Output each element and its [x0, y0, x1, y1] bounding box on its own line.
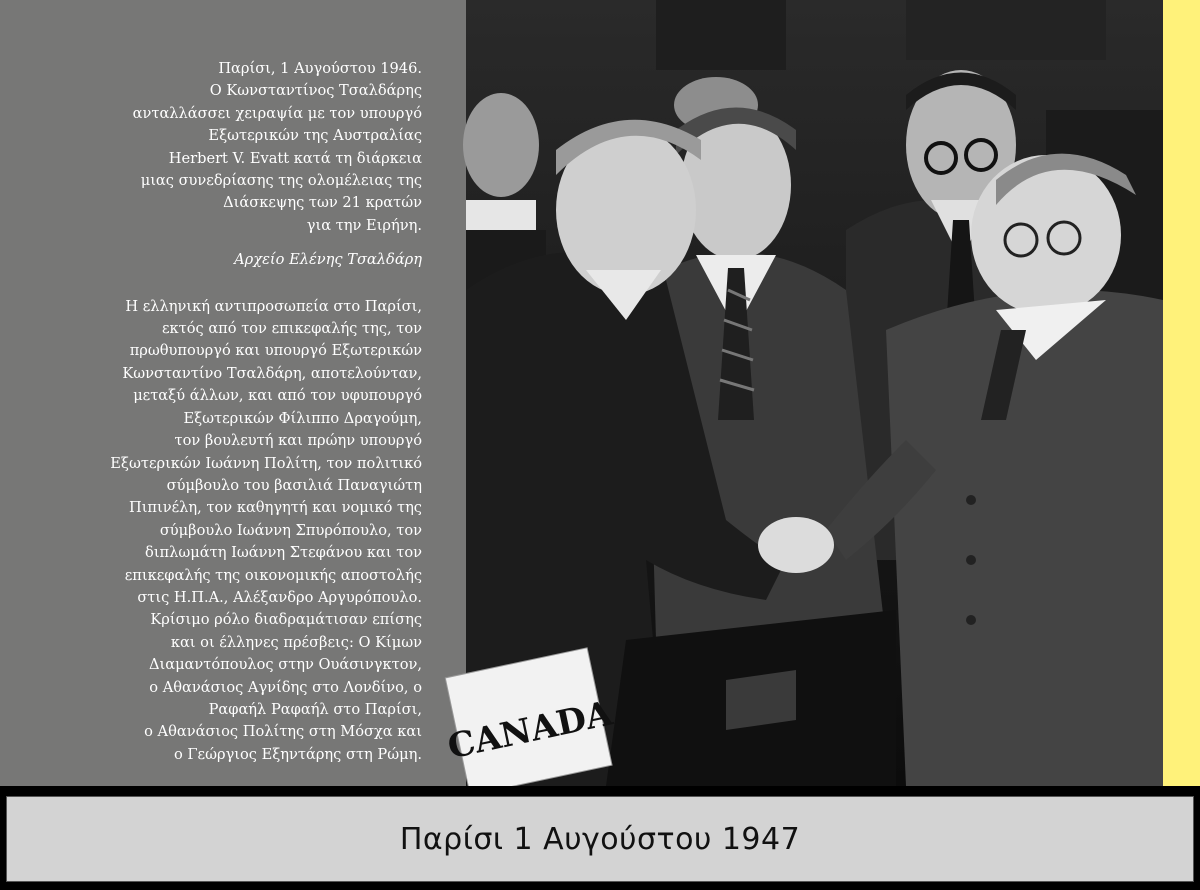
- caption-line: μιας συνεδρίασης της ολομέλειας της: [140, 172, 422, 190]
- body-line: τον βουλευτή και πρώην υπουργό: [174, 432, 422, 450]
- body-line: σύμβουλο του βασιλιά Παναγιώτη: [166, 476, 422, 494]
- body-line: Ραφαήλ Ραφαήλ στο Παρίσι,: [208, 700, 422, 718]
- body-line: και οι έλληνες πρέσβεις: Ο Κίμων: [170, 633, 422, 651]
- body-line: ο Αθανάσιος Αγνίδης στο Λονδίνο, ο: [149, 678, 422, 696]
- photo-credit: Αρχείο Ελένης Τσαλδάρη: [234, 251, 422, 269]
- slide-title: Παρίσι 1 Αυγούστου 1947: [399, 821, 801, 857]
- caption-line: Εξωτερικών της Αυστραλίας: [208, 127, 422, 145]
- caption-line: Herbert V. Evatt κατά τη διάρκεια: [168, 149, 422, 167]
- body-line: διπλωμάτη Ιωάννη Στεφάνου και τον: [145, 544, 422, 562]
- caption-line: ανταλλάσσει χειραψία με τον υπουργό: [132, 104, 422, 122]
- body-line: Κρίσιμο ρόλο διαδραμάτισαν επίσης: [150, 611, 422, 629]
- body-line: μεταξύ άλλων, και από τον υφυπουργό: [133, 387, 422, 405]
- body-line: Κωνσταντίνο Τσαλδάρη, αποτελούνταν,: [122, 364, 422, 382]
- body-line: εκτός από τον επικεφαλής της, τον: [161, 320, 422, 338]
- body-line: Εξωτερικών Ιωάννη Πολίτη, τον πολιτικό: [110, 454, 422, 472]
- historical-photo: [444, 0, 1163, 786]
- accent-strip: [1163, 0, 1200, 786]
- body-line: επικεφαλής της οικονομικής αποστολής: [124, 566, 422, 584]
- caption-panel: [0, 0, 466, 786]
- bottom-title-bar: [0, 786, 1200, 890]
- handshake-hands: [758, 517, 834, 573]
- caption-line: Παρίσι, 1 Αυγούστου 1946.: [218, 60, 422, 77]
- handshake-photo-illustration: [444, 0, 1163, 786]
- title-box: [6, 796, 1194, 882]
- background-panel: [906, 0, 1106, 60]
- caption-line: Ο Κωνσταντίνος Τσαλδάρης: [209, 82, 422, 100]
- background-panel: [656, 0, 786, 70]
- body-line: σύμβουλο Ιωάννη Σπυρόπουλο, τον: [159, 521, 422, 539]
- caption-line: Διάσκεψης των 21 κρατών: [223, 194, 422, 212]
- canada-sign-text: CANADA: [444, 693, 616, 768]
- caption-line: για την Ειρήνη.: [306, 216, 422, 234]
- body-line: Διαμαντόπουλος στην Ουάσινγκτον,: [148, 656, 422, 674]
- body-line: Εξωτερικών Φίλιππο Δραγούμη,: [183, 409, 422, 427]
- body-line: Πιπινέλη, τον καθηγητή και νομικό της: [128, 499, 422, 517]
- photo-caption: [22, 58, 422, 766]
- body-line: ο Γεώργιος Εξηντάρης στη Ρώμη.: [173, 745, 422, 763]
- body-line: ο Αθανάσιος Πολίτης στη Μόσχα και: [144, 723, 422, 741]
- body-line: στις Η.Π.Α., Αλέξανδρο Αργυρόπουλο.: [137, 588, 422, 606]
- body-line: Η ελληνική αντιπροσωπεία στο Παρίσι,: [125, 297, 422, 315]
- body-line: πρωθυπουργό και υπουργό Εξωτερικών: [129, 342, 422, 360]
